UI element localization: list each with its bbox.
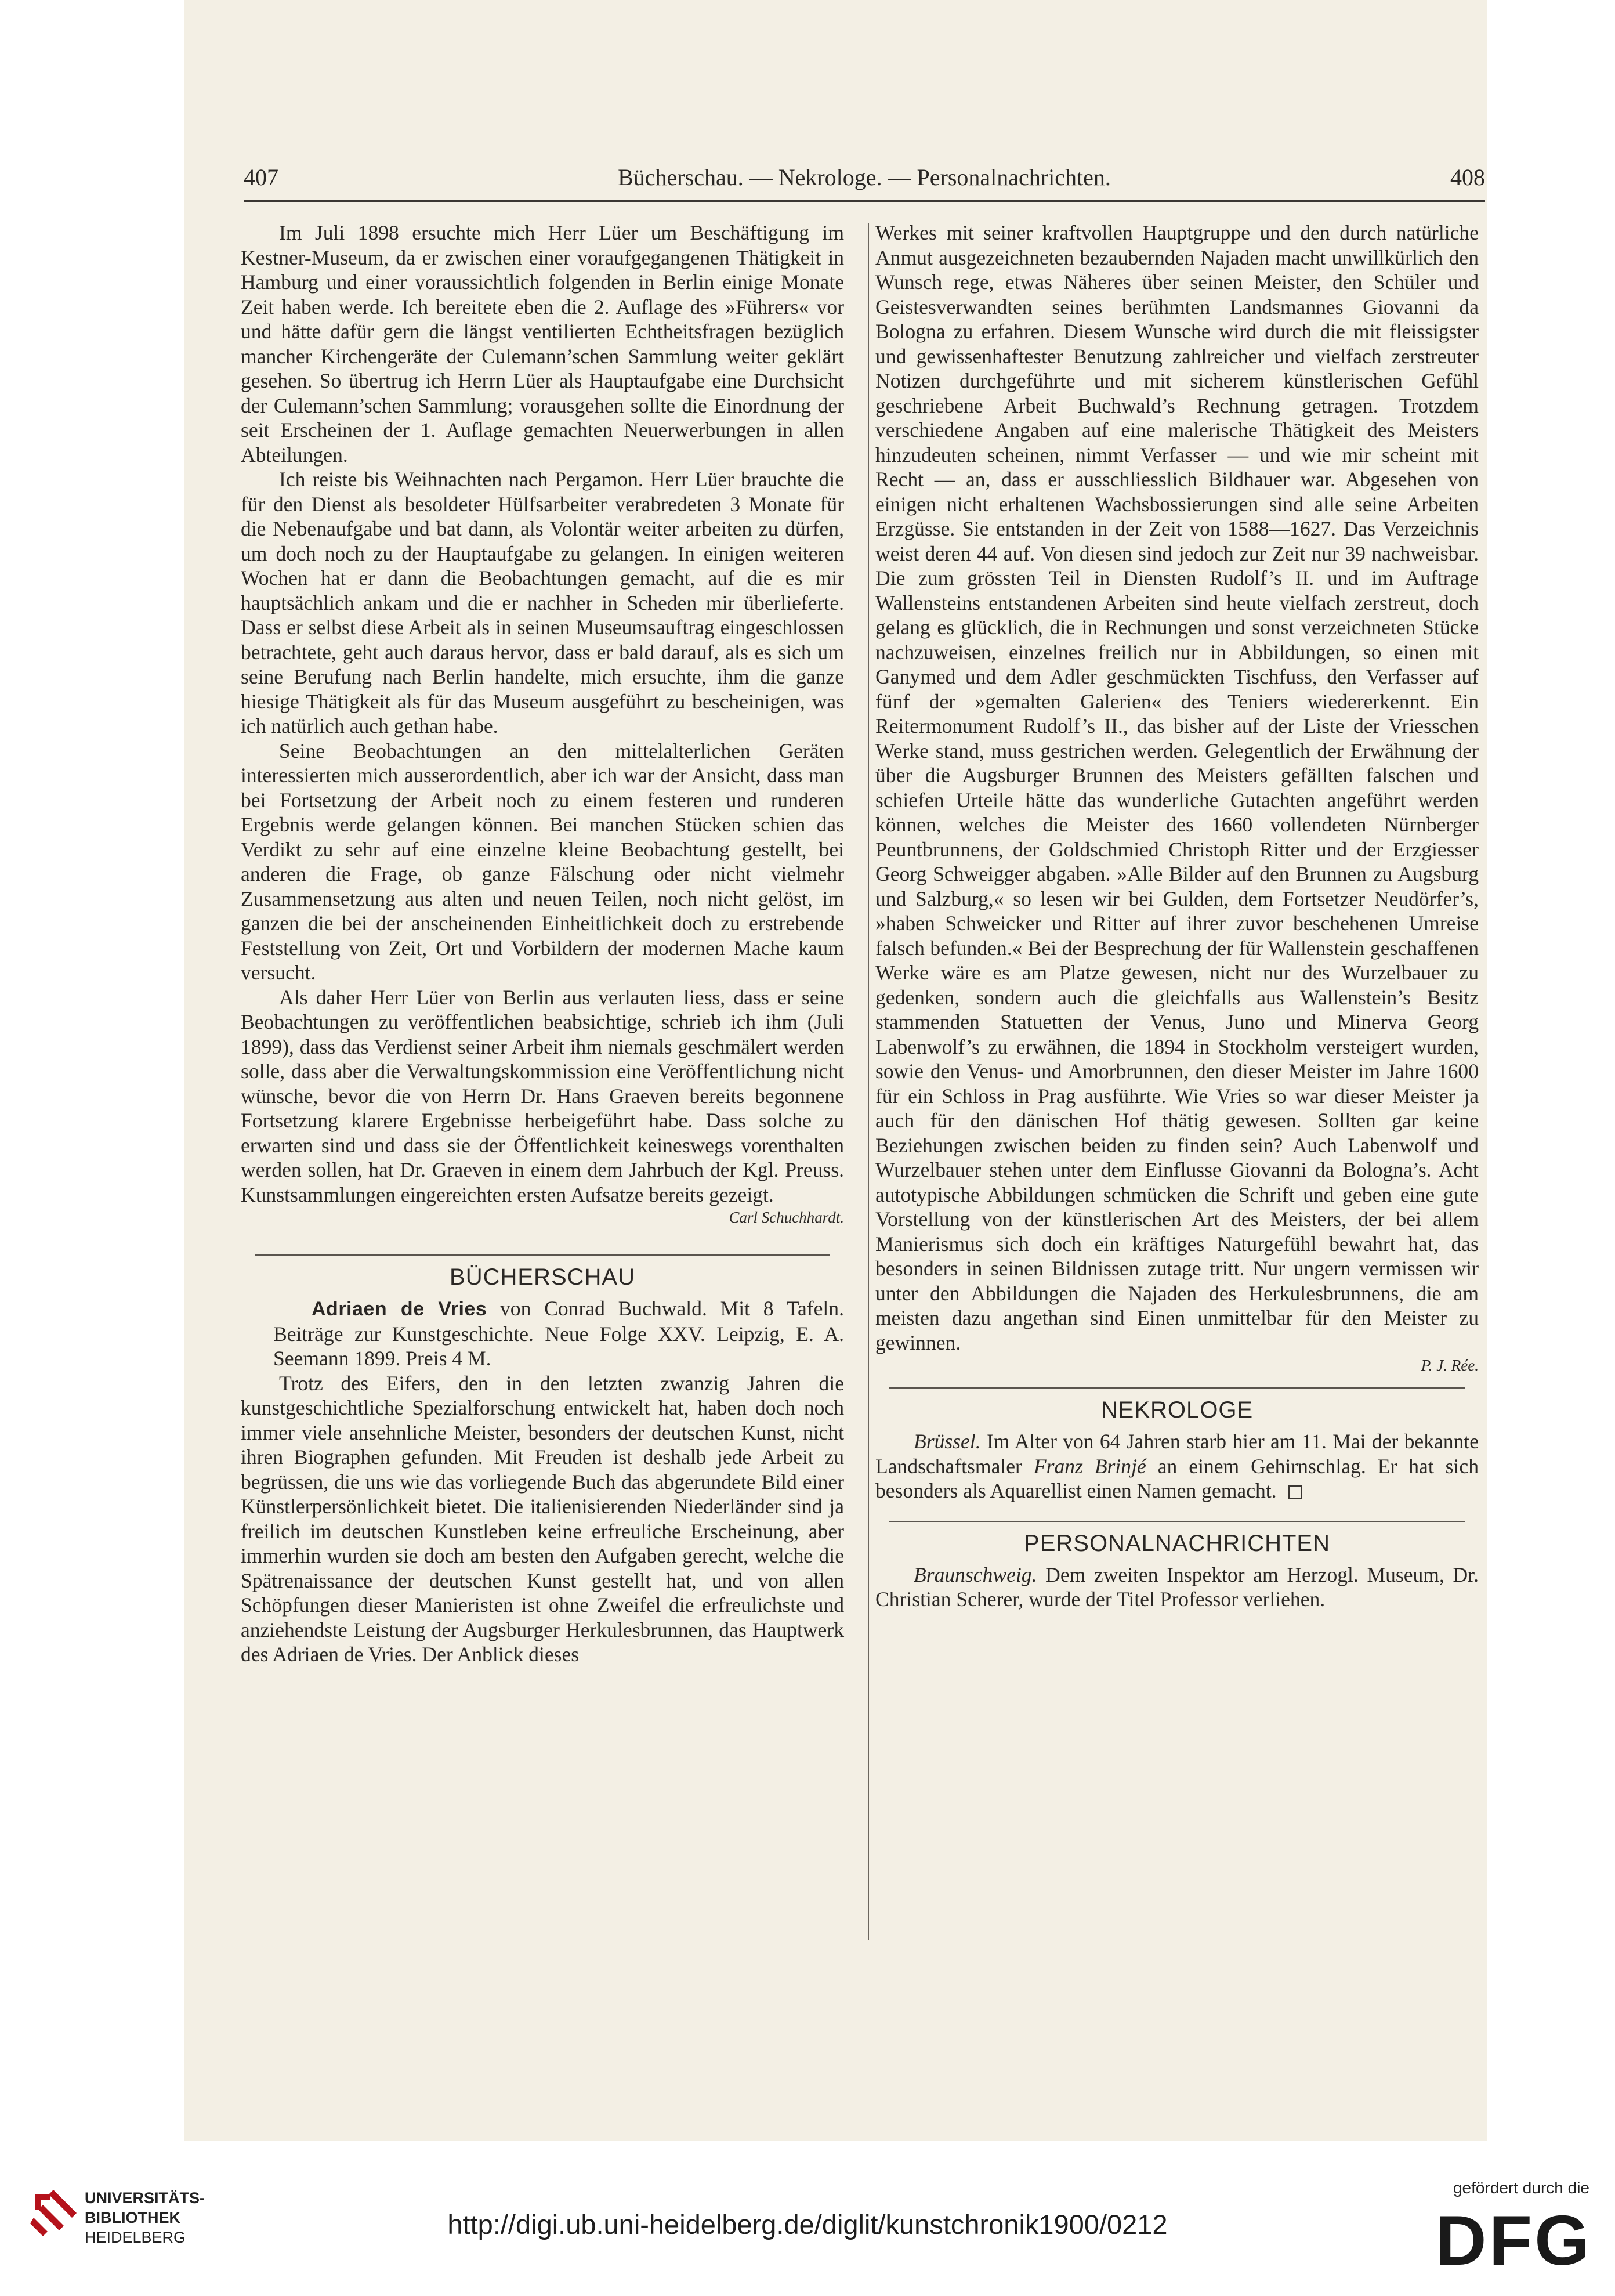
personal-paragraph — [875, 1563, 1479, 1612]
obituary-text-a: Im Alter von 64 Jahren starb hier am 11. Mai der bekannte Landschaftsmaler — [875, 1430, 1479, 1478]
left-column — [241, 220, 844, 1667]
right-column — [875, 220, 1479, 1612]
author-signature: Carl Schuchhardt. — [729, 1209, 844, 1226]
personal-text: Dem zweiten Inspektor am Herzogl. Museum, Dr. Christian Scherer, wurde der Titel Professor verliehen. — [875, 1563, 1479, 1611]
paragraph: Seine Beobachtungen an den mittelalterlichen Geräten interessierten mich ausserordentlich, aber ich war der Ansicht, dass man bei Fortsetzung der Arbeit noch zu einem festeren und runderen Ergebnis werde gelangen können. Bei manchen Stücken schien das Verdikt zu sehr auf eine einzelne kleine Beobachtung gestellt, bei anderen die Frage, ob ganze Fälschung oder nicht vielmehr Zusammensetzung aus alten und neuen Teilen, noch nicht gelöst, im ganzen die bei der anscheinenden Einheitlichkeit doch zu erstrebende Feststellung von Zeit, Ort und Vorbildern der modernen Mache kaum versucht. — [241, 739, 844, 984]
obituary-paragraph — [875, 1429, 1479, 1503]
page-number-right: 408 — [1450, 164, 1485, 190]
permalink-url[interactable]: http://digi.ub.uni-heidelberg.de/diglit/kunstchronik1900/0212 — [447, 2209, 1168, 2240]
section-rule — [889, 1387, 1465, 1389]
book-details: von Conrad Buchwald. Mit 8 Tafeln. Beiträge zur Kunstgeschichte. Neue Folge XXV. Leipzig, E. A. Seemann 1899. Preis 4 M. — [273, 1297, 844, 1370]
obituary-name: Franz Brinjé — [1033, 1454, 1146, 1478]
paragraph: Im Juli 1898 ersuchte mich Herr Lüer um Beschäftigung im Kestner-Museum, da er zwischen einer voraufgegangenen Thätigkeit in Hamburg und einer voraussichtlich folgenden in Berlin einige Monate Zeit haben werde. Ich bereitete eben die 2. Auflage des »Führers« vor und hätte dafür gern die längst ventilierten Echtheitsfragen bezüglich mancher Kirchengeräte der Culemann’schen Sammlung weiter geklärt gesehen. So übertrug ich Herrn Lüer als Hauptaufgabe eine Durchsicht der Culemann’schen Sammlung; vorausgehen sollte die Einordnung der seit Erscheinen der 1. Auflage gemachten Neuerwerbungen in allen Abteilungen. — [241, 221, 844, 467]
square-end-mark-icon — [1288, 1485, 1302, 1499]
review-continued: Werkes mit seiner kraftvollen Hauptgruppe und den durch natürliche Anmut ausgezeichneten bezaubernden Najaden macht unwillkürlich den Wunsch rege, etwas Näheres über seinen Meister, den Schüler und Geistesverwandten seines berühmten Landsmannes Giovanni da Bologna zu erfahren. Diesem Wunsche wird durch die mit fleissigster und gewissenhaftester Benutzung zahlreicher und vielfach zerstreuter Notizen durchgeführte und mit sicherem künstlerischen Gefühl geschriebene Arbeit Buchwald’s Rechnung getragen. Trotzdem verschiedene Angaben auf eine malerische Thätigkeit des Meisters hinzudeuten scheinen, nimmt Verfasser — und wie mir scheint mit Recht — an, dass er ausschliesslich Bildhauer war. Abgesehen von einigen nicht erhaltenen Wachsbossierungen sind alle seine Arbeiten Erzgüsse. Sie entstanden in der Zeit von 1588—1627. Das Verzeichnis weist deren 44 auf. Von diesen sind jedoch zur Zeit nur 39 nachweisbar. Die zum grössten Teil in Diensten Rudolf’s II. und im Auftrage Wallensteins entstandenen Arbeiten sind heute vielfach zerstreut, doch gelang es glücklich, die in Rechnungen und sonst verzeichneten Stücke nachzuweisen, einzelnes freilich nur in Abbildungen, so einen mit Ganymed und dem Adler geschmückten Tischfuss, den Verfasser auf fünf der »gemalten Galerien« des Teniers wiedererkennt. Ein Reitermonument Rudolf’s II., das bisher auf der Liste der Vriesschen Werke stand, muss gestrichen werden. Gelegentlich der Erwähnung der über die Augsburger Brunnen des Meisters gefällten falschen und schiefen Urteile hätte das wunderliche Gutachten angeführt werden können, welches die Meister des 1660 vollendeten Nürnberger Peuntbrunnens, der Goldschmied Christoph Ritter und der Erzgiesser Georg Schweigger abgaben. »Alle Bilder auf den Brunnen zu Augsburg und Salzburg,« so lesen wir bei Gulden, dem Fortsetzer Neudörfer’s, »haben Schweicker und Ritter auf ihrer zuvor beschehenen Umreise falsch befunden.« Bei der Besprechung der für Wallenstein geschaffenen Werke wäre es am Platze gewesen, nicht nur des Wurzelbauer zu gedenken, sondern auch die gleichfalls aus Wallenstein’s Besitz stammenden Statuetten der Venus, Juno und Minerva Georg Labenwolf’s zu erwähnen, die 1894 in Stockholm versteigert wurden, sowie den Venus- und Amorbrunnen, den dieser Meister im Jahre 1600 für ein Schloss in Prag ausführte. Wie Vries so war dieser Meister ja auch für den dänischen Hof thätig gewesen. Sollten gar keine Beziehungen zwischen beiden zu finden sein? Auch Labenwolf und Wurzelbauer stehen unter dem Einflusse Giovanni da Bologna’s. Acht autotypische Abbildungen schmücken die Schrift und geben eine gute Vorstellung von der künstlerischen Art des Meisters, der bei allem Manierismus sich doch ein kräftiges Naturgefühl bewahrt hat, das besonders in seinen Bildnissen zutage tritt. Nur ungern vermissen wir unter den Abbildungen die Najaden des Herkulesbrunnens, die am meisten dazu angethan sind Einen unmittelbar für den Meister zu gewinnen. — [875, 221, 1479, 1354]
section-title-buecherschau: BÜCHERSCHAU — [450, 1264, 635, 1290]
library-name-line: HEIDELBERG — [85, 2229, 186, 2246]
personal-place: Braunschweig. — [914, 1563, 1037, 1586]
obituary-place: Brüssel. — [914, 1430, 981, 1453]
section-rule — [889, 1521, 1465, 1522]
review-signature: P. J. Rée. — [1421, 1357, 1479, 1374]
section-title-personalnachrichten: PERSONALNACHRICHTEN — [1024, 1530, 1330, 1556]
funder-caption: gefördert durch die — [1453, 2179, 1589, 2197]
running-header — [244, 164, 1485, 198]
library-name-line: UNIVERSITÄTS- — [85, 2189, 205, 2207]
section-rule — [255, 1254, 830, 1256]
book-title: Adriaen de Vries — [312, 1298, 487, 1320]
paragraph: Als daher Herr Lüer von Berlin aus verlauten liess, dass er seine Beobachtungen zu veröffentlichen beabsichtige, schrieb ich ihm (Juli 1899), dass das Verdienst seiner Arbeit ihm niemals geschmälert werden solle, dass aber die Verwaltungskommission eine Veröffentlichung nicht wünsche, bevor die von Herrn Dr. Hans Graeven bereits begonnene Fortsetzung klarere Ergebnisse herbeigeführt habe. Dass solche zu erwarten sind und dass sie der Öffentlichkeit keineswegs vorenthalten werden sollen, hat Dr. Graeven in einem dem Jahrbuch der Kgl. Preuss. Kunstsammlungen eingereichten ersten Aufsatze bereits gezeigt. — [241, 985, 844, 1206]
section-title-nekrologe: NEKROLOGE — [1100, 1397, 1254, 1423]
header-rule — [244, 200, 1485, 202]
column-separator — [868, 223, 869, 1940]
running-title: Bücherschau. — Nekrologe. — Personalnachrichten. — [618, 164, 1111, 190]
review-paragraph: Trotz des Eifers, den in den letzten zwanzig Jahren die kunstgeschichtliche Spezialforschung entwickelt hat, haben doch noch immer viele ansehnliche Meister, besonders der deutschen Kunst, nicht ihren Biographen gefunden. Mit Freuden ist deshalb jede Arbeit zu begrüssen, die uns wie das vorliegende Buch das abgerundete Bild einer Künstlerpersönlichkeit bietet. Die italienisierenden Niederländer sind ja freilich im deutschen Kunstleben keine erfreuliche Erscheinung, aber immerhin wurden sie doch am besten den Aufgaben gerecht, welche die Spätrenaissance der deutschen Kunst gestellt hat, und von allen Schöpfungen dieser Manieristen ist ohne Zweifel die erfreulichste und anziehendste Leistung der Augsburger Herkulesbrunnen, das Hauptwerk des Adriaen de Vries. Der Anblick dieses — [241, 1371, 844, 1666]
book-entry — [241, 1296, 844, 1371]
obituary-text-b: an einem Gehirnschlag. Er hat sich besonders als Aquarellist einen Namen gemacht. — [875, 1454, 1479, 1502]
dfg-logo: DFG — [1435, 2201, 1592, 2280]
library-name-line: BIBLIOTHEK — [85, 2209, 180, 2226]
paragraph: Ich reiste bis Weihnachten nach Pergamon. Herr Lüer brauchte die für den Dienst als besoldeter Hülfsarbeiter verabredeten 3 Monate für die Nebenaufgabe und bat dann, als Volontär weiter arbeiten zu dürfen, um doch noch zu der Hauptaufgabe zu gelangen. In einigen weiteren Wochen hat er dann die Beobachtungen gemacht, auf die es mir hauptsächlich ankam und die er nachher in Scheden mir überlieferte. Dass er selbst diese Arbeit als in seinen Museumsauftrag eingeschlossen betrachtete, geht auch daraus hervor, dass er bald darauf, als es sich um seine Berufung nach Berlin handelte, mich ersuchte, ihm die ganze hiesige Thätigkeit als für das Museum ausgeführt zu bescheinigen, was ich natürlich auch gethan habe. — [241, 468, 844, 737]
page-number-left: 407 — [244, 164, 278, 190]
